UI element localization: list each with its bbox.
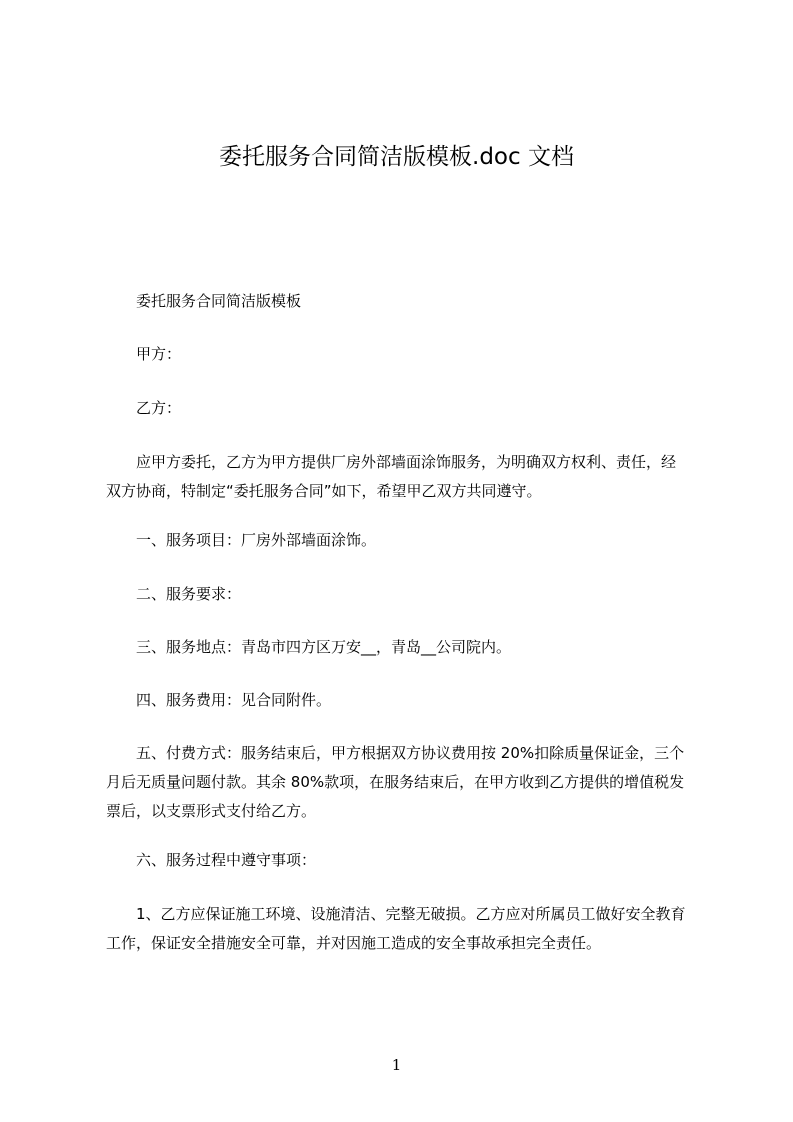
document-title: 委托服务合同简洁版模板.doc 文档 (219, 144, 574, 170)
party-b-line: 乙方： (136, 399, 182, 417)
clause-payment-method: 五、付费方式：服务结束后，甲方根据双方协议费用按 20%扣除质量保证金，三个月后无质量问题付款。其余 80%款项，在服务结束后，在甲方收到乙方提供的增值税发票后，以支票形式支付给乙方。 (106, 744, 685, 820)
contract-heading: 委托服务合同简洁版模板 (136, 292, 302, 310)
page-number: 1 (391, 1056, 402, 1074)
clause-service-fee: 四、服务费用：见合同附件。 (136, 691, 332, 709)
party-a-line: 甲方： (136, 345, 182, 363)
clause-rules-heading: 六、服务过程中遵守事项： (136, 851, 317, 869)
clause-service-location: 三、服务地点：青岛市四方区万安__，青岛__公司院内。 (136, 638, 512, 656)
clause-service-requirements: 二、服务要求： (136, 585, 242, 603)
clause-service-item: 一、服务项目：厂房外部墙面涂饰。 (136, 531, 377, 549)
intro-paragraph: 应甲方委托，乙方为甲方提供厂房外部墙面涂饰服务，为明确双方权利、责任，经双方协商，特制定“委托服务合同”如下，希望甲乙双方共同遵守。 (106, 453, 677, 500)
rule-item-1: 1、乙方应保证施工环境、设施清洁、完整无破损。乙方应对所属员工做好安全教育工作，保证安全措施安全可靠，并对因施工造成的安全事故承担完全责任。 (106, 905, 686, 952)
